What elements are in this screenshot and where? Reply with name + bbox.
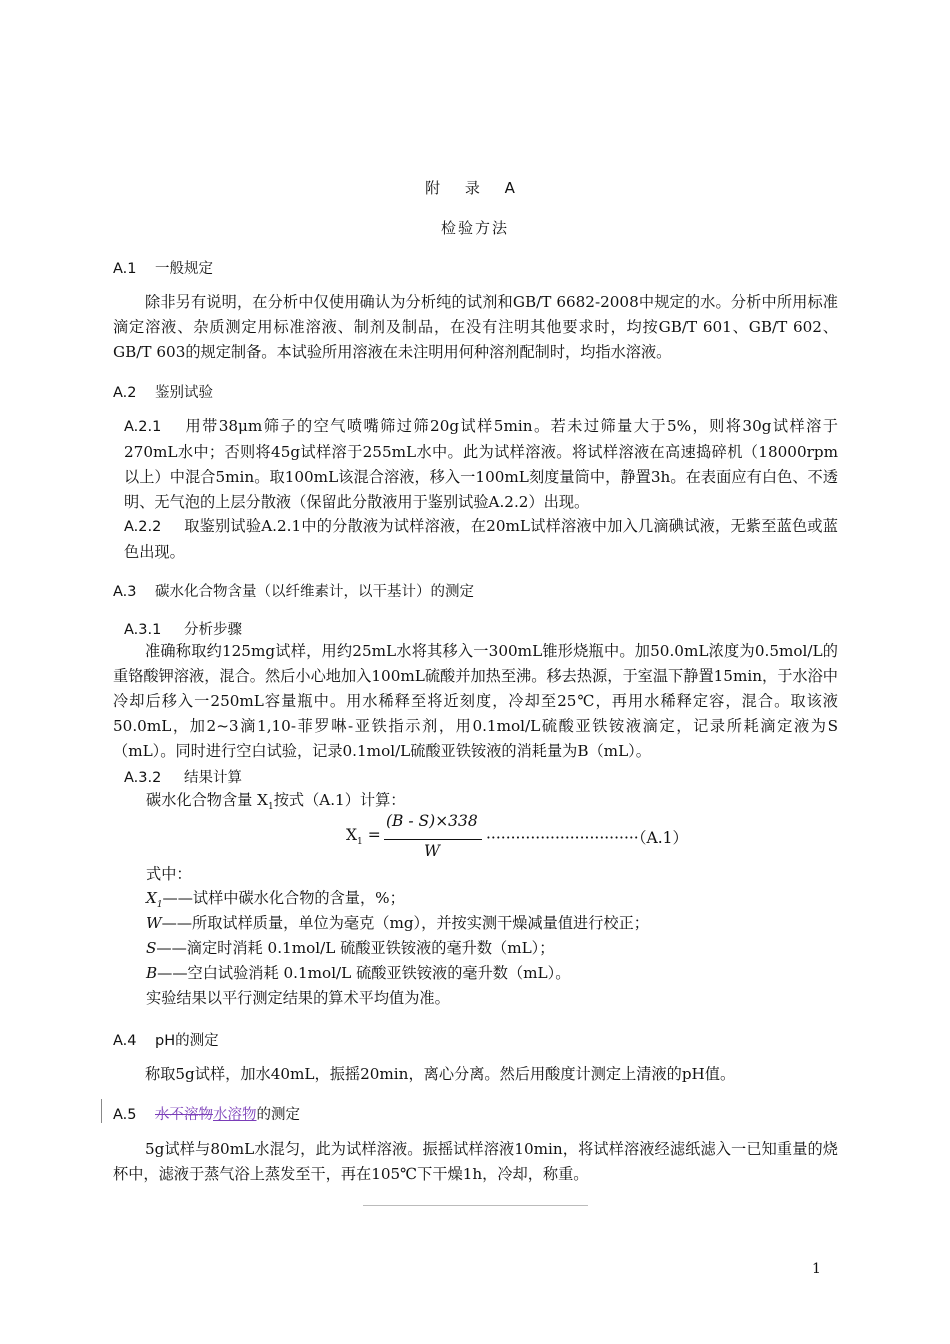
section-number: A.5	[113, 1107, 137, 1123]
def-subscript: 1	[156, 900, 163, 911]
tracked-deletion: 水不溶物	[155, 1107, 213, 1123]
formula-lhs	[346, 826, 381, 847]
section-a1-heading	[113, 257, 213, 278]
formula-numerator: (B - S)×338	[386, 812, 478, 830]
def-text: ——所取试样质量，单位为毫克（mg），并按实测干燥减量值进行校正；	[161, 914, 649, 932]
subsection-number: A.3.2	[124, 770, 162, 786]
def-w	[146, 912, 649, 933]
def-symbol: S	[146, 939, 157, 957]
conclusion: 实验结果以平行测定结果的算术平均值为准。	[146, 989, 450, 1007]
change-bar	[101, 1099, 102, 1123]
def-s	[146, 937, 554, 958]
section-a1-body: 除非另有说明，在分析中仅使用确认为分析纯的试剂和GB/T 6682-2008中规定的水。分析中所用标准滴定溶液、杂质测定用标准溶液、制剂及制品，在没有注明其他要求时，均按GB/T 601、GB/T 602、GB/T 603的规定制备。本试验所用溶液在未注明用何种溶剂配制时，均指水溶液。	[113, 293, 838, 361]
appendix-subtitle: 检验方法	[440, 219, 509, 237]
section-a3-heading	[113, 580, 474, 601]
section-a5-heading	[113, 1103, 300, 1124]
section-number: A.2	[113, 385, 137, 401]
subsection-a31-heading	[124, 618, 242, 639]
section-number: A.4	[113, 1033, 137, 1049]
where-label: 式中：	[146, 865, 192, 883]
def-symbol: X	[146, 889, 157, 907]
tracked-insertion: 水溶物	[213, 1107, 257, 1123]
subsection-a32-heading	[124, 766, 242, 787]
formula-lhs-subscript: 1	[357, 837, 363, 848]
subsection-a31-body: 准确称取约125mg试样，用约25mL水将其移入一300mL锥形烧瓶中。加50.0mL浓度为0.5mol/L的重铬酸钾溶液，混合。然后小心地加入100mL硫酸并加热至沸。移去热源，于室温下静置15min，于水浴中冷却后移入一250mL容量瓶中。用水稀释至将近刻度，冷却至25℃，再用水稀释定容，混合。取该液50.0mL，加2~3滴1,10-菲罗啉-亚铁指示剂，用0.1mol/L硫酸亚铁铵液滴定，记录所耗滴定液为S（mL）。同时进行空白试验，记录0.1mol/L硫酸亚铁铵液的消耗量为B（mL）。	[113, 642, 838, 760]
formula-dots: ·······························	[486, 829, 639, 847]
appendix-title: 附 录 A	[425, 179, 525, 197]
subsection-a22-body	[124, 514, 838, 565]
formula-equals: =	[367, 826, 381, 844]
subsection-number: A.2.2	[124, 519, 162, 535]
def-text: ——空白试验消耗 0.1mol/L 硫酸亚铁铵液的毫升数（mL）。	[157, 964, 571, 982]
section-number: A.3	[113, 584, 137, 600]
formula-leader	[486, 826, 688, 848]
section-a2-heading	[113, 381, 213, 402]
formula-denominator: W	[424, 842, 440, 860]
def-text: ——试样中碳水化合物的含量，%；	[162, 889, 405, 907]
subsection-title: 结果计算	[184, 770, 242, 786]
subsection-title: 分析步骤	[184, 622, 242, 638]
section-title: 一般规定	[155, 261, 213, 277]
section-number: A.1	[113, 261, 137, 277]
section-title: pH的测定	[155, 1033, 219, 1049]
subsection-a21-body	[124, 414, 838, 515]
page-number: 1	[812, 1261, 821, 1277]
calc-intro-text: 碳水化合物含量 X	[146, 791, 268, 809]
calc-intro	[146, 789, 405, 812]
def-text: ——滴定时消耗 0.1mol/L 硫酸亚铁铵液的毫升数（mL）；	[156, 939, 555, 957]
subsection-text: 用带38μm筛子的空气喷嘴筛过筛20g试样5min。若未过筛量大于5%，则将30g试样溶于270mL水中；否则将45g试样溶于255mL水中。此为试样溶液。将试样溶液在高速捣碎机（18000rpm以上）中混合5min。取100mL该混合溶液，移入一100mL刻度量筒中，静置3h。在表面应有白色、不透明、无气泡的上层分散液（保留此分散液用于鉴别试验A.2.2）出现。	[124, 417, 838, 511]
section-a4-body: 称取5g试样，加水40mL，振摇20min，离心分离。然后用酸度计测定上清液的pH值。	[145, 1065, 736, 1083]
subsection-number: A.2.1	[124, 419, 162, 435]
def-x1	[146, 887, 405, 910]
def-symbol: W	[146, 914, 162, 932]
section-title: 碳水化合物含量（以纤维素计，以干基计）的测定	[155, 584, 474, 600]
def-b	[146, 962, 570, 983]
section-a5-body: 5g试样与80mL水混匀，此为试样溶液。振摇试样溶液10min，将试样溶液经滤纸滤入一已知重量的烧杯中，滤液于蒸气浴上蒸发至干，再在105℃下干燥1h，冷却，称重。	[113, 1140, 838, 1183]
section-title: 鉴别试验	[155, 385, 213, 401]
subsection-text: 取鉴别试验A.2.1中的分散液为试样溶液，在20mL试样溶液中加入几滴碘试液，无紫至蓝色或蓝色出现。	[124, 517, 838, 561]
calc-intro-subscript: 1	[267, 802, 274, 813]
section-title: 的测定	[256, 1107, 300, 1123]
formula-label: （A.1）	[638, 829, 688, 847]
footer-rule	[363, 1205, 588, 1206]
formula-a1	[346, 812, 766, 864]
calc-intro-text-2: 按式（A.1）计算：	[273, 791, 406, 809]
section-a4-heading	[113, 1029, 219, 1050]
formula-lhs-symbol: X	[346, 826, 358, 844]
def-symbol: B	[146, 964, 158, 982]
subsection-number: A.3.1	[124, 622, 162, 638]
fraction-bar	[384, 839, 482, 840]
